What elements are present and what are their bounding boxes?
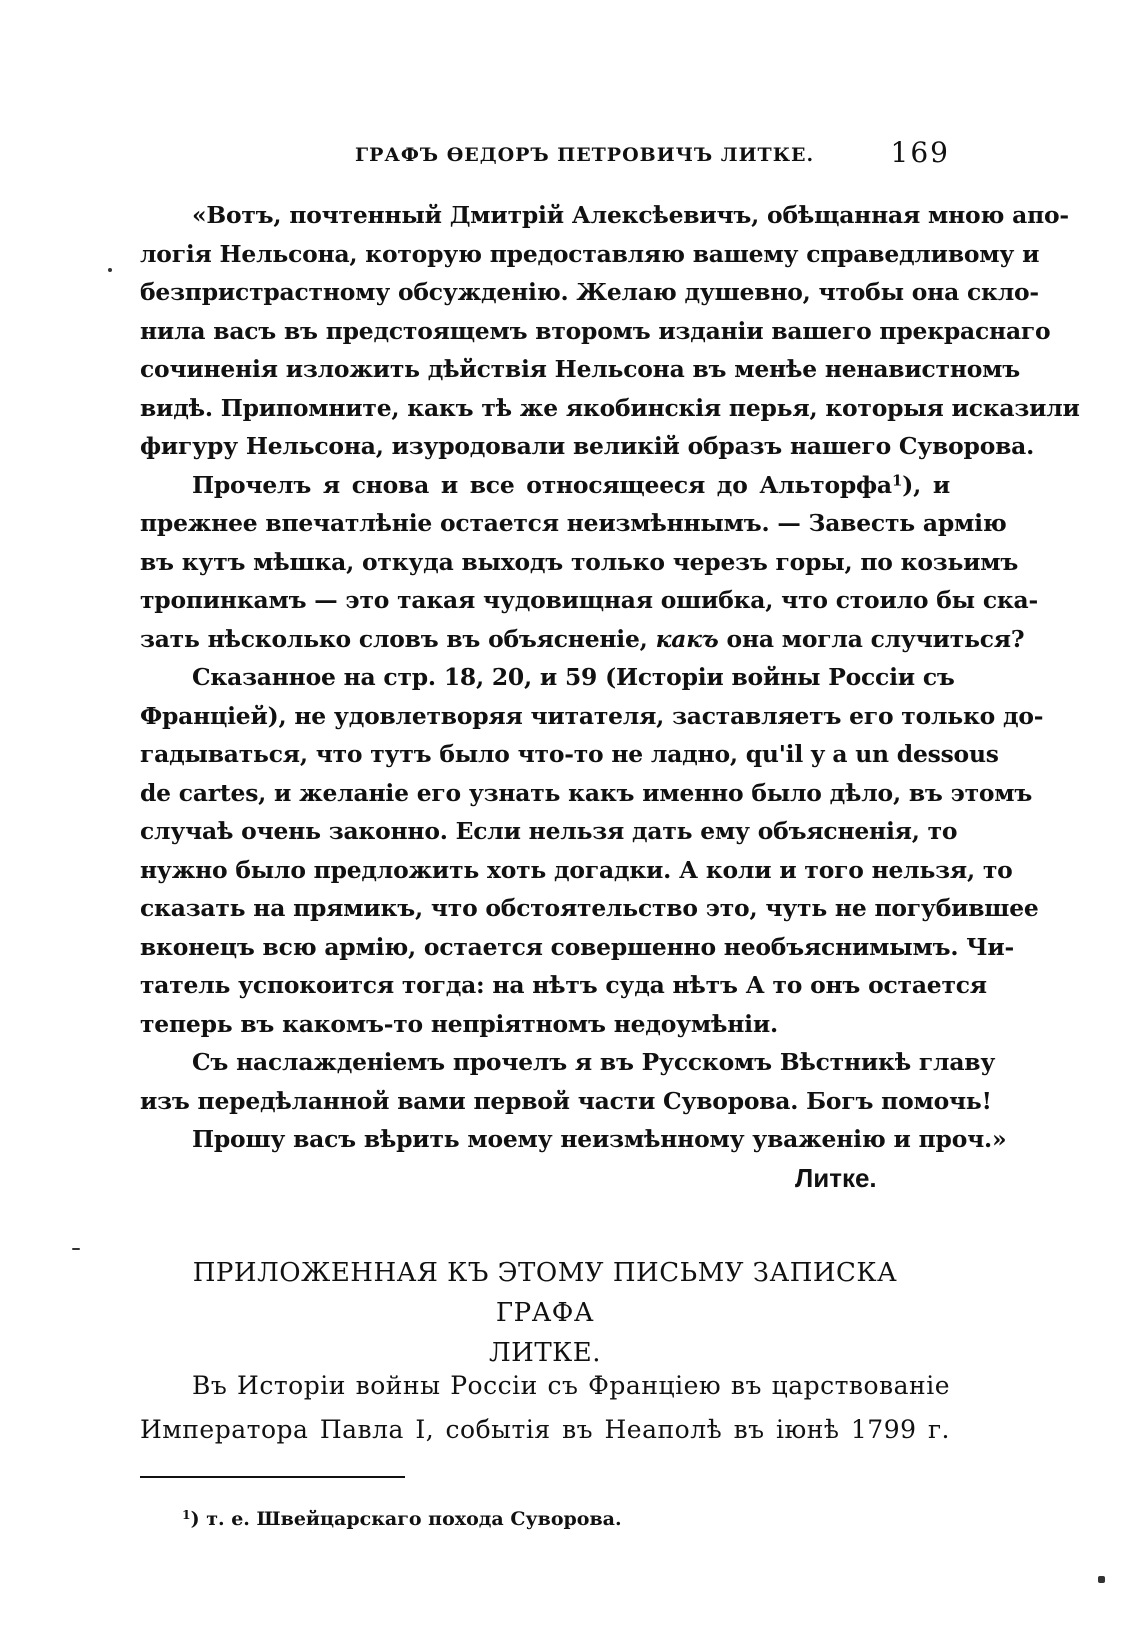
section-heading: [140, 1253, 950, 1373]
text-line: фигуру Нельсона, изуродовали великій образъ нашего Суворова.: [140, 432, 1035, 460]
footnote-reference: 1: [891, 470, 903, 489]
footnote-text: ) т. е. Швейцарскаго похода Суворова.: [190, 1508, 622, 1530]
scan-speck: [1098, 1576, 1105, 1583]
section-heading-line: ЛИТКЕ.: [488, 1338, 602, 1368]
page-number: 169: [890, 136, 950, 169]
scan-speck: [108, 268, 112, 272]
letter-text: [140, 196, 1080, 1159]
text-line: безпристрастному обсужденію. Желаю душевно, чтобы она скло-: [140, 278, 1039, 306]
footnote: [182, 1508, 622, 1530]
text-line: вконецъ всю армію, остается совершенно необъяснимымъ. Чи-: [140, 932, 1015, 961]
text-line: прежнее впечатлѣніе остается неизмѣннымъ. — Завесть армію: [140, 509, 1007, 537]
text-fragment: Прочелъ я снова и все относящееся до Альторфа: [192, 470, 892, 499]
footnote-divider: [140, 1476, 405, 1478]
footnote-marker: 1: [182, 1506, 191, 1522]
text-line: Франціей), не удовлетворяя читателя, заставляетъ его только до-: [140, 701, 1044, 730]
text-line-with-footnote: [140, 466, 950, 505]
text-line: нила васъ въ предстоящемъ второмъ изданіи вашего прекраснаго: [140, 316, 1051, 345]
text-line: изъ передѣланной вами первой части Суворова. Богъ помочь!: [140, 1086, 992, 1115]
text-fragment: ), и: [902, 470, 951, 499]
text-line: сочиненія изложить дѣйствія Нельсона въ менѣе ненавистномъ: [140, 355, 1021, 383]
section-text: [140, 1364, 950, 1452]
text-line: Сказанное на стр. 18, 20, и 59 (Исторіи войны Россіи съ: [192, 663, 955, 691]
text-fragment: зать нѣсколько словъ въ объясненіе,: [140, 624, 656, 653]
text-line: Прошу васъ вѣрить моему неизмѣнному уваженію и проч.»: [192, 1125, 1007, 1153]
text-line: «Вотъ, почтенный Дмитрій Алексѣевичъ, обѣщанная мною апо-: [192, 201, 1069, 229]
scan-speck: [72, 1248, 80, 1250]
signature: Литке.: [795, 1163, 877, 1193]
text-line: теперь въ какомъ-то непріятномъ недоумѣніи.: [140, 1009, 778, 1038]
text-line: Въ Исторіи войны Россіи съ Франціею въ царствованіе: [192, 1371, 950, 1400]
text-line: логія Нельсона, которую предоставляю вашему справедливому и: [140, 239, 1040, 268]
text-line: Императора Павла I, событія въ Неаполѣ въ іюнѣ 1799 г.: [140, 1415, 950, 1444]
text-fragment: она могла случиться?: [718, 624, 1025, 653]
text-line: de cartes, и желаніе его узнать какъ именно было дѣло, въ этомъ: [140, 778, 1033, 807]
text-line-with-italic: [140, 620, 1025, 659]
text-line: нужно было предложить хоть догадки. А коли и того нельзя, то: [140, 855, 1013, 884]
text-line: видѣ. Припомните, какъ тѣ же якобинскія перья, которыя исказили: [140, 393, 1080, 422]
text-line: Съ наслажденіемъ прочелъ я въ Русскомъ Вѣстникѣ главу: [192, 1048, 996, 1076]
text-line: тропинкамъ — это такая чудовищная ошибка, что стоило бы ска-: [140, 586, 1039, 614]
italic-word: какъ: [655, 624, 719, 653]
text-line: татель успокоится тогда: на нѣтъ суда нѣтъ А то онъ остается: [140, 971, 987, 999]
section-heading-line: ПРИЛОЖЕННАЯ КЪ ЭТОМУ ПИСЬМУ ЗАПИСКА ГРАФА: [192, 1258, 898, 1328]
text-line: гадываться, что тутъ было что-то не ладно, qu'il y a un dessous: [140, 740, 999, 768]
running-head: [140, 136, 950, 176]
text-line: сказать на прямикъ, что обстоятельство это, чуть не погубившее: [140, 894, 1039, 922]
text-line: случаѣ очень законно. Если нельзя дать ему объясненія, то: [140, 817, 958, 845]
running-title: ГРАФЪ ѲЕДОРЪ ПЕТРОВИЧЪ ЛИТКЕ.: [355, 144, 815, 166]
text-line: въ кутъ мѣшка, откуда выходъ только черезъ горы, по козьимъ: [140, 547, 1019, 576]
